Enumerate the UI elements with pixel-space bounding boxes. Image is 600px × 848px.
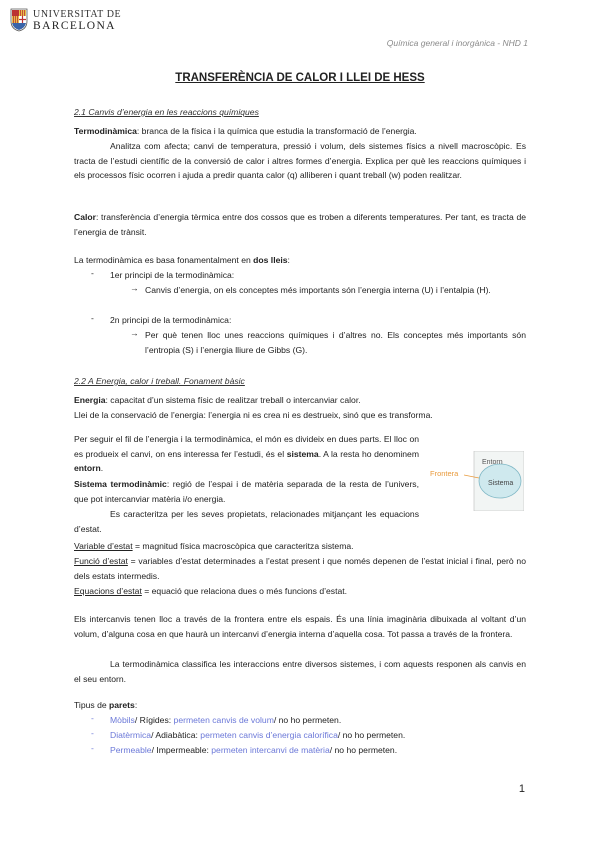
equacions-estat-label: Equacions d’estat bbox=[74, 586, 142, 596]
bullet-dash-icon: - bbox=[91, 313, 94, 323]
energia-definition bbox=[74, 393, 526, 408]
tipus-post: : bbox=[134, 700, 138, 710]
tipus-parets bbox=[74, 698, 137, 713]
calor-definition bbox=[74, 210, 526, 239]
tipus-bold: parets bbox=[109, 700, 135, 710]
termodinamica-definition bbox=[74, 124, 526, 139]
llei-conservacio: Llei de la conservació de l’energia: l’energia ni es crea ni es destrueix, sinó que es transforma. bbox=[74, 410, 433, 420]
caracteritza-paragraph: Es caracteritza per les seves propietats, relacionades mitjançant les equacions d’estat. bbox=[74, 509, 419, 534]
logo-line1: UNIVERSITAT DE bbox=[33, 9, 122, 20]
section-heading-2-1: 2.1 Canvis d’energia en les reaccions químiques bbox=[74, 107, 259, 117]
wall-item bbox=[110, 743, 397, 758]
variable-estat-definition bbox=[74, 539, 526, 554]
page-number: 1 bbox=[518, 783, 525, 795]
univers-paragraph bbox=[74, 432, 419, 476]
university-logo bbox=[10, 8, 120, 34]
tipus-pre: Tipus de bbox=[74, 700, 110, 710]
lleis-bold: dos lleis bbox=[253, 255, 288, 265]
univers-text-c: . bbox=[100, 463, 104, 474]
wall-desc: permeten intercanvi de matèria bbox=[211, 745, 330, 755]
wall-type-b: / Adiabàtica: bbox=[151, 730, 201, 740]
wall-item bbox=[110, 713, 341, 728]
bullet-dash-icon: - bbox=[91, 743, 94, 753]
energia-def: : capacitat d’un sistema físic de realitzar treball o intercanviar calor. bbox=[105, 395, 361, 405]
variable-estat-label: Variable d’estat bbox=[74, 541, 133, 551]
energia-label: Energia bbox=[74, 395, 106, 405]
equacions-estat-def: = equació que relaciona dues o més funcions d’estat. bbox=[141, 586, 348, 596]
wall-type-a: Mòbils bbox=[110, 715, 135, 725]
lleis-intro bbox=[74, 253, 526, 268]
calor-label: Calor bbox=[74, 212, 96, 222]
entorn-bold: entorn bbox=[74, 463, 101, 474]
wall-negation: / no ho permeten. bbox=[329, 745, 398, 755]
page-title: TRANSFERÈNCIA DE CALOR I LLEI DE HESS bbox=[175, 72, 425, 84]
termodinamica-label: Termodinàmica bbox=[74, 126, 137, 136]
bullet-dash-icon: - bbox=[91, 728, 94, 738]
frontera-label: Frontera bbox=[430, 469, 459, 478]
logo-line2: BARCELONA bbox=[33, 20, 116, 32]
termodinamica-def: : branca de la física i la química que estudia la transformació de l’energia. bbox=[136, 126, 417, 136]
univers-text-a: Per seguir el fil de l’energia i la termodinàmica, el món es divideix en dues parts. El lloc on es produeix el canvi, on ens interessa fer l’estudi, és el bbox=[74, 434, 419, 459]
sistema-termodinamic-label: Sistema termodinàmic bbox=[74, 479, 167, 489]
calor-def: : transferència d’energia tèrmica entre dos cossos que es troben a diferents temperatures. Per tant, es tracta de l’energia de trànsit. bbox=[74, 212, 526, 237]
wall-desc: permeten canvis de volum bbox=[173, 715, 274, 725]
equacions-estat-definition bbox=[74, 584, 526, 599]
sistema-bold: sistema bbox=[286, 448, 319, 459]
sistema-termodinamic-definition bbox=[74, 477, 419, 506]
funcio-estat-def: = variables d’estat determinades a l’estat present i que només depenen de l’estat inicial i final, però no dels estats intermedis. bbox=[74, 556, 526, 581]
principle-1-title: 1er principi de la termodinàmica: bbox=[110, 270, 235, 280]
univers-text-b: . A la resta ho denominem bbox=[318, 448, 419, 459]
wall-type-a: Permeable bbox=[110, 745, 152, 755]
section-heading-2-2: 2.2 A Energia, calor i treball. Fonament bàsic bbox=[74, 376, 245, 386]
principle-2-detail: Per què tenen lloc unes reaccions químiques i d’altres no. Els conceptes més importants són l’entropia (S) i l’energia lliure de Gibbs (G). bbox=[145, 330, 526, 355]
bullet-arrow-icon: → bbox=[130, 283, 139, 293]
entorn-label: Entorn bbox=[482, 459, 503, 466]
lleis-intro-pre: La termodinàmica es basa fonamentalment en bbox=[74, 255, 254, 265]
bullet-dash-icon: - bbox=[91, 713, 94, 723]
lleis-intro-post: : bbox=[287, 255, 290, 265]
funcio-estat-definition bbox=[74, 554, 526, 583]
wall-negation: / no ho permeten. bbox=[337, 730, 406, 740]
funcio-estat-label: Funció d’estat bbox=[74, 556, 128, 566]
variable-estat-def: = magnitud física macroscòpica que caracteritza sistema. bbox=[132, 541, 354, 551]
wall-type-b: / Rígides: bbox=[134, 715, 174, 725]
bullet-dash-icon: - bbox=[91, 268, 94, 278]
wall-type-b: / Impermeable: bbox=[151, 745, 212, 755]
principle-2-title: 2n principi de la termodinàmica: bbox=[110, 315, 232, 325]
termodinamica-paragraph: Analitza com afecta; canvi de temperatura, pressió i volum, dels sistemes físics a nivell macroscòpic. Es tracta de l’estudi científic de la conversió de calor i altres formes d’energia. Explica per què les reaccions químiques i els processos físic ocorren i ajuda a predir quanta calor (q) alliberen i quant treball (w) poden realitzar. bbox=[74, 141, 526, 181]
wall-negation: / no ho permeten. bbox=[273, 715, 342, 725]
wall-item bbox=[110, 728, 405, 743]
wall-desc: permeten canvis d’energia calorífica bbox=[200, 730, 338, 740]
classifica-paragraph: La termodinàmica classifica les interaccions entre diversos sistemes, i com aquests responen als canvis en el seu entorn. bbox=[74, 659, 526, 684]
principle-1-detail: Canvis d’energia, on els conceptes més importants són l’energia interna (U) i l’entalpia (H). bbox=[145, 285, 491, 295]
system-diagram bbox=[430, 451, 524, 511]
sistema-label: Sistema bbox=[488, 480, 514, 487]
wall-type-a: Diatèrmica bbox=[110, 730, 152, 740]
bullet-arrow-icon: → bbox=[130, 328, 139, 338]
intercanvis-paragraph: Els intercanvis tenen lloc a través de la frontera entre els espais. És una línia imaginària dibuixada al voltant d’un volum, d’alguna cosa en que haurà un intercanvi d’energia interna d’aquella cosa. Tot passa a través de la frontera. bbox=[74, 614, 526, 639]
course-header: Química general i inorgànica - NHD 1 bbox=[386, 38, 528, 48]
university-shield-icon bbox=[10, 8, 28, 32]
sistema-termodinamic-def: : regió de l’espai i de matèria separada de la resta de l’univers, que pot intercanviar matèria i/o energia. bbox=[74, 479, 419, 504]
system-diagram-svg bbox=[430, 451, 524, 511]
